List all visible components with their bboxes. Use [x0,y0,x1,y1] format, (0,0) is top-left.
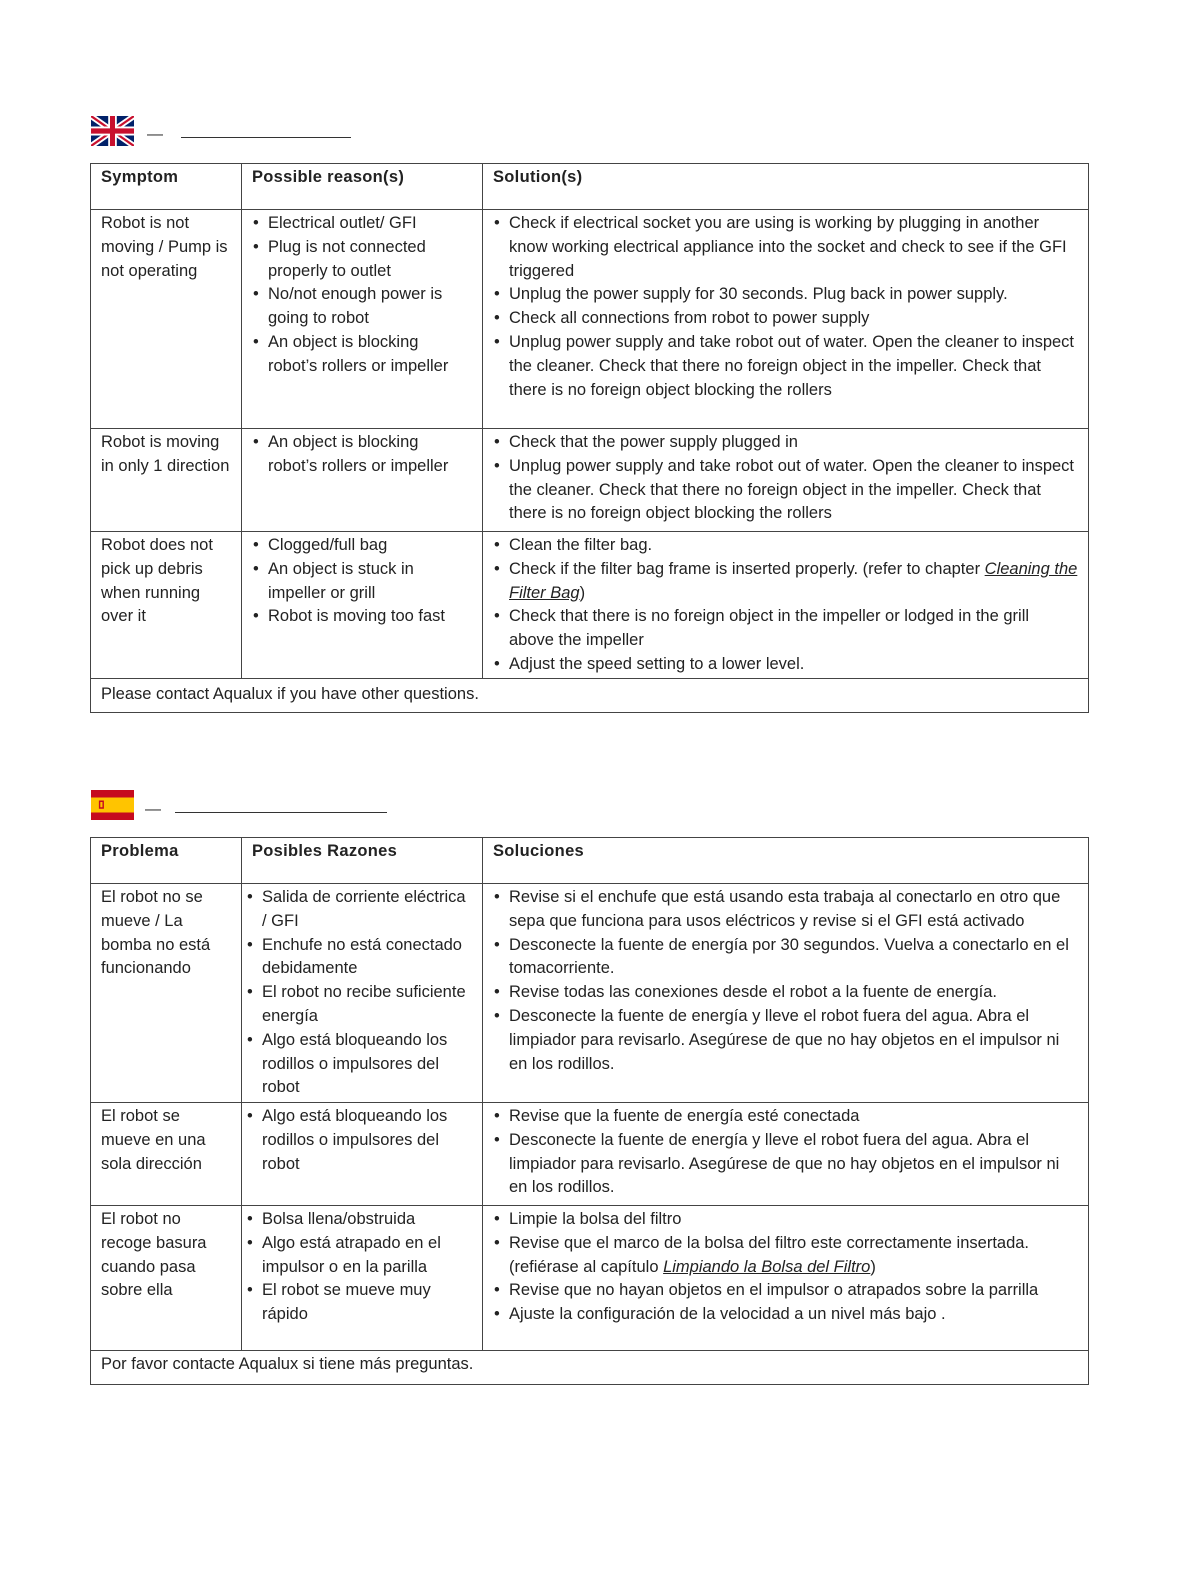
list-item: • Clogged/full bag [268,534,472,558]
header-symptom: Symptom [91,164,242,210]
list-item: • Ajuste la configuración de la velocidad a un nivel más bajo . [509,1303,1078,1327]
list-item: • Unplug the power supply for 30 seconds. Plug back in power supply. [509,283,1078,307]
list-item: • Unplug power supply and take robot out of water. Open the cleaner to inspect the cleaner. Check that there no foreign object in the impeller. Check that there is no foreign object blocking the rollers [509,455,1078,526]
list-item: • Algo está bloqueando los rodillos o impulsores del robot [262,1029,472,1100]
table-row [91,884,1089,1103]
header-solutions: Solution(s) [483,164,1089,210]
header-reasons: Possible reason(s) [242,164,483,210]
table-row [91,1206,1089,1351]
symptom-cell: El robot no recoge basura cuando pasa sobre ella [91,1206,242,1351]
solutions-cell [483,210,1089,429]
reasons-cell [242,884,483,1103]
header-problema: Problema [91,838,242,884]
en-section-head [91,116,361,150]
list-item: • Desconecte la fuente de energía y lleve el robot fuera del agua. Abra el limpiador para revisarlo. Asegúrese de que no hay objetos en el impulsor ni en los rodillos. [509,1005,1078,1076]
contact-note: Por favor contacte Aqualux si tiene más preguntas. [91,1351,1089,1385]
solutions-cell [483,884,1089,1103]
es-section-head [91,790,401,824]
list-item: • Electrical outlet/ GFI [268,212,472,236]
list-item: • No/not enough power is going to robot [268,283,472,331]
list-item: • Revise que la fuente de energía esté conectada [509,1105,1078,1129]
list-item-text: Check if the filter bag frame is inserted properly. (refer to chapter [509,559,985,578]
list-item: • Algo está atrapado en el impulsor o en la parilla [262,1232,472,1280]
list-item: • Revise que no hayan objetos en el impulsor o atrapados sobre la parrilla [509,1279,1078,1303]
reasons-cell [242,429,483,532]
heading-dash: — [147,126,163,143]
reasons-cell [242,1206,483,1351]
reasons-cell [242,210,483,429]
list-item: • Revise todas las conexiones desde el robot a la fuente de energía. [509,981,1078,1005]
solutions-cell [483,1206,1089,1351]
solutions-cell [483,532,1089,679]
list-item: • Enchufe no está conectado debidamente [262,934,472,982]
chapter-link[interactable]: Cleaning the Filter Bag [509,559,1078,602]
list-item: • Check that there is no foreign object in the impeller or lodged in the grill above the impeller [509,605,1078,653]
list-item-text: Revise que el marco de la bolsa del filtro este correctamente insertada. (refiérase al capítulo [509,1233,1030,1276]
solutions-cell [483,1103,1089,1206]
troubleshooting-table-es [90,837,1089,1385]
list-item: • Unplug power supply and take robot out of water. Open the cleaner to inspect the cleaner. Check that there no foreign object in the impeller. Check that there is no foreign object blocking the rollers [509,331,1078,402]
list-item: • Bolsa llena/obstruida [262,1208,472,1232]
list-item: • Robot is moving too fast [268,605,472,629]
note-row [91,679,1089,713]
list-item: • Check if electrical socket you are using is working by plugging in another know working electrical appliance into the socket and check to see if the GFI triggered [509,212,1078,283]
uk-flag-icon [91,116,134,146]
list-item: • Desconecte la fuente de energía por 30 segundos. Vuelva a conectarlo en el tomacorriente. [509,934,1078,982]
list-item: • Limpie la bolsa del filtro [509,1208,1078,1232]
list-item: • Adjust the speed setting to a lower level. [509,653,1078,677]
list-item: • El robot se mueve muy rápido [262,1279,472,1327]
list-item: • El robot no recibe suficiente energía [262,981,472,1029]
table-header-row [91,838,1089,884]
spain-flag-icon [91,790,134,820]
list-item-text: ) [579,583,586,602]
contact-note: Please contact Aqualux if you have other questions. [91,679,1089,713]
table-row [91,429,1089,532]
symptom-cell: El robot se mueve en una sola dirección [91,1103,242,1206]
chapter-link[interactable]: Limpiando la Bolsa del Filtro [663,1257,871,1276]
table-row [91,210,1089,429]
heading-rule [175,812,387,813]
symptom-cell: Robot does not pick up debris when running over it [91,532,242,679]
troubleshooting-table-en [90,163,1089,713]
heading-rule [181,137,351,138]
list-item [509,1232,1078,1280]
note-row [91,1351,1089,1385]
symptom-cell: Robot is moving in only 1 direction [91,429,242,532]
reasons-cell [242,532,483,679]
list-item: • An object is stuck in impeller or grill [268,558,472,606]
heading-dash: — [145,801,161,818]
symptom-cell: El robot no se mueve / La bomba no está funcionando [91,884,242,1103]
list-item: • Check that the power supply plugged in [509,431,1078,455]
list-item: • Algo está bloqueando los rodillos o impulsores del robot [262,1105,472,1176]
solutions-cell [483,429,1089,532]
reasons-cell [242,1103,483,1206]
table-row [91,532,1089,679]
list-item-text: ) [870,1257,876,1276]
list-item: • An object is blocking robot’s rollers or impeller [268,331,472,379]
list-item: • Desconecte la fuente de energía y lleve el robot fuera del agua. Abra el limpiador para revisarlo. Asegúrese de que no hay objetos en el impulsor ni en los rodillos. [509,1129,1078,1200]
list-item: • An object is blocking robot’s rollers or impeller [268,431,472,479]
list-item [509,558,1078,606]
symptom-cell: Robot is not moving / Pump is not operating [91,210,242,429]
header-soluciones: Soluciones [483,838,1089,884]
list-item: • Revise si el enchufe que está usando esta trabaja al conectarlo en otro que sepa que funciona para usos eléctricos y revise si el GFI está activado [509,886,1078,934]
table-header-row [91,164,1089,210]
list-item: • Plug is not connected properly to outlet [268,236,472,284]
list-item: • Check all connections from robot to power supply [509,307,1078,331]
list-item: • Salida de corriente eléctrica / GFI [262,886,472,934]
list-item: • Clean the filter bag. [509,534,1078,558]
table-row [91,1103,1089,1206]
header-razones: Posibles Razones [242,838,483,884]
